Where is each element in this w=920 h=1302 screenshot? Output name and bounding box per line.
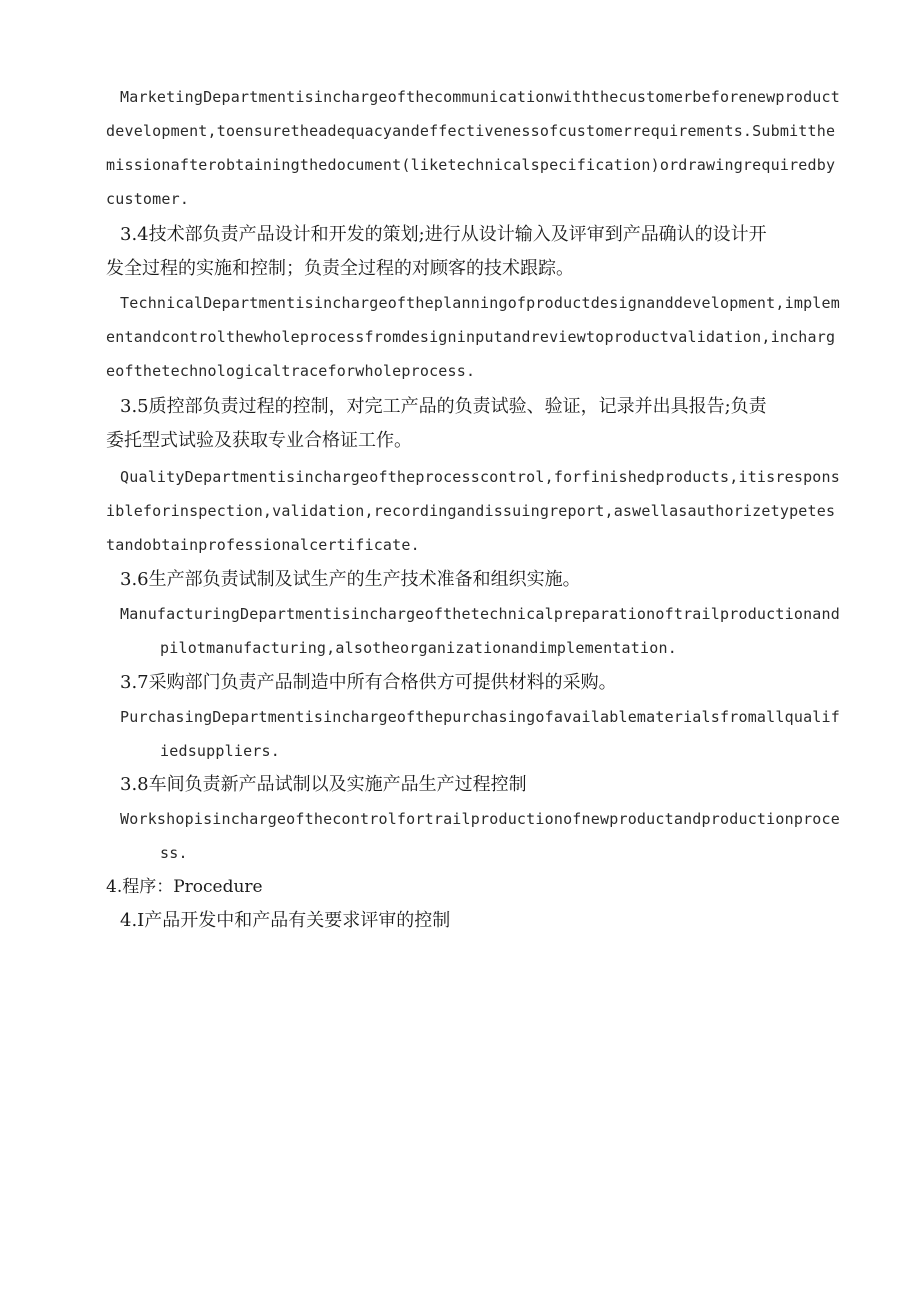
section-3-5-zh-line-1: 3.5质控部负责过程的控制，对完工产品的负责试验、验证，记录并出具报告;负责 (120, 396, 767, 417)
section-3-4-en-line-1: TechnicalDepartmentisinchargeoftheplanningofproductdesignanddevelopment,implem (120, 294, 840, 312)
section-3-5-zh-line-2: 委托型式试验及获取专业合格证工作。 (106, 430, 412, 451)
section-3-4-zh-line-2: 发全过程的实施和控制；负责全过程的对顾客的技术跟踪。 (106, 258, 574, 279)
section-3-7-zh: 3.7采购部门负责产品制造中所有合格供方可提供材料的采购。 (120, 672, 617, 693)
section-3-5-en-line-2: ibleforinspection,validation,recordingandissuingreport,aswellasauthorizetypetes (106, 502, 836, 520)
marketing-en-line-2: development,toensuretheadequacyandeffectivenessofcustomerrequirements.Submitthe (106, 122, 836, 140)
section-3-4-en-line-3: eofthetechnologicaltraceforwholeprocess. (106, 362, 476, 380)
section-3-5-en-line-1: QualityDepartmentisinchargeoftheprocesscontrol,forfinishedproducts,itisrespons (120, 468, 840, 486)
section-3-7-en-line-2: iedsuppliers. (160, 742, 280, 760)
section-3-7-en-line-1: PurchasingDepartmentisinchargeofthepurchasingofavailablematerialsfromallqualif (120, 708, 840, 726)
section-4-1-heading: 4.I产品开发中和产品有关要求评审的控制 (120, 910, 451, 931)
section-3-8-en-line-2: ss. (160, 844, 188, 862)
section-3-6-en-line-2: pilotmanufacturing,alsotheorganizationandimplementation. (160, 639, 677, 657)
section-4-heading: 4.程序：Procedure (106, 877, 263, 897)
section-3-6-zh: 3.6生产部负责试制及试生产的生产技术准备和组织实施。 (120, 569, 581, 590)
marketing-en-line-4: customer. (106, 190, 190, 208)
section-3-6-en-line-1: ManufacturingDepartmentisinchargeofthetechnicalpreparationoftrailproductionand (120, 605, 840, 623)
section-3-8-zh: 3.8车间负责新产品试制以及实施产品生产过程控制 (120, 774, 527, 795)
marketing-en-line-3: missionafterobtainingthedocument(liketechnicalspecification)ordrawingrequiredby (106, 156, 836, 174)
section-3-8-en-line-1: Workshopisinchargeofthecontrolfortrailproductionofnewproductandproductionproce (120, 810, 840, 828)
section-3-4-zh-line-1: 3.4技术部负责产品设计和开发的策划;进行从设计输入及评审到产品确认的设计开 (120, 224, 767, 245)
section-3-5-en-line-3: tandobtainprofessionalcertificate. (106, 536, 420, 554)
marketing-en-line-1: MarketingDepartmentisinchargeofthecommunicationwiththecustomerbeforenewproduct (120, 88, 840, 106)
section-3-4-en-line-2: entandcontrolthewholeprocessfromdesigninputandreviewtoproductvalidation,incharg (106, 328, 836, 346)
